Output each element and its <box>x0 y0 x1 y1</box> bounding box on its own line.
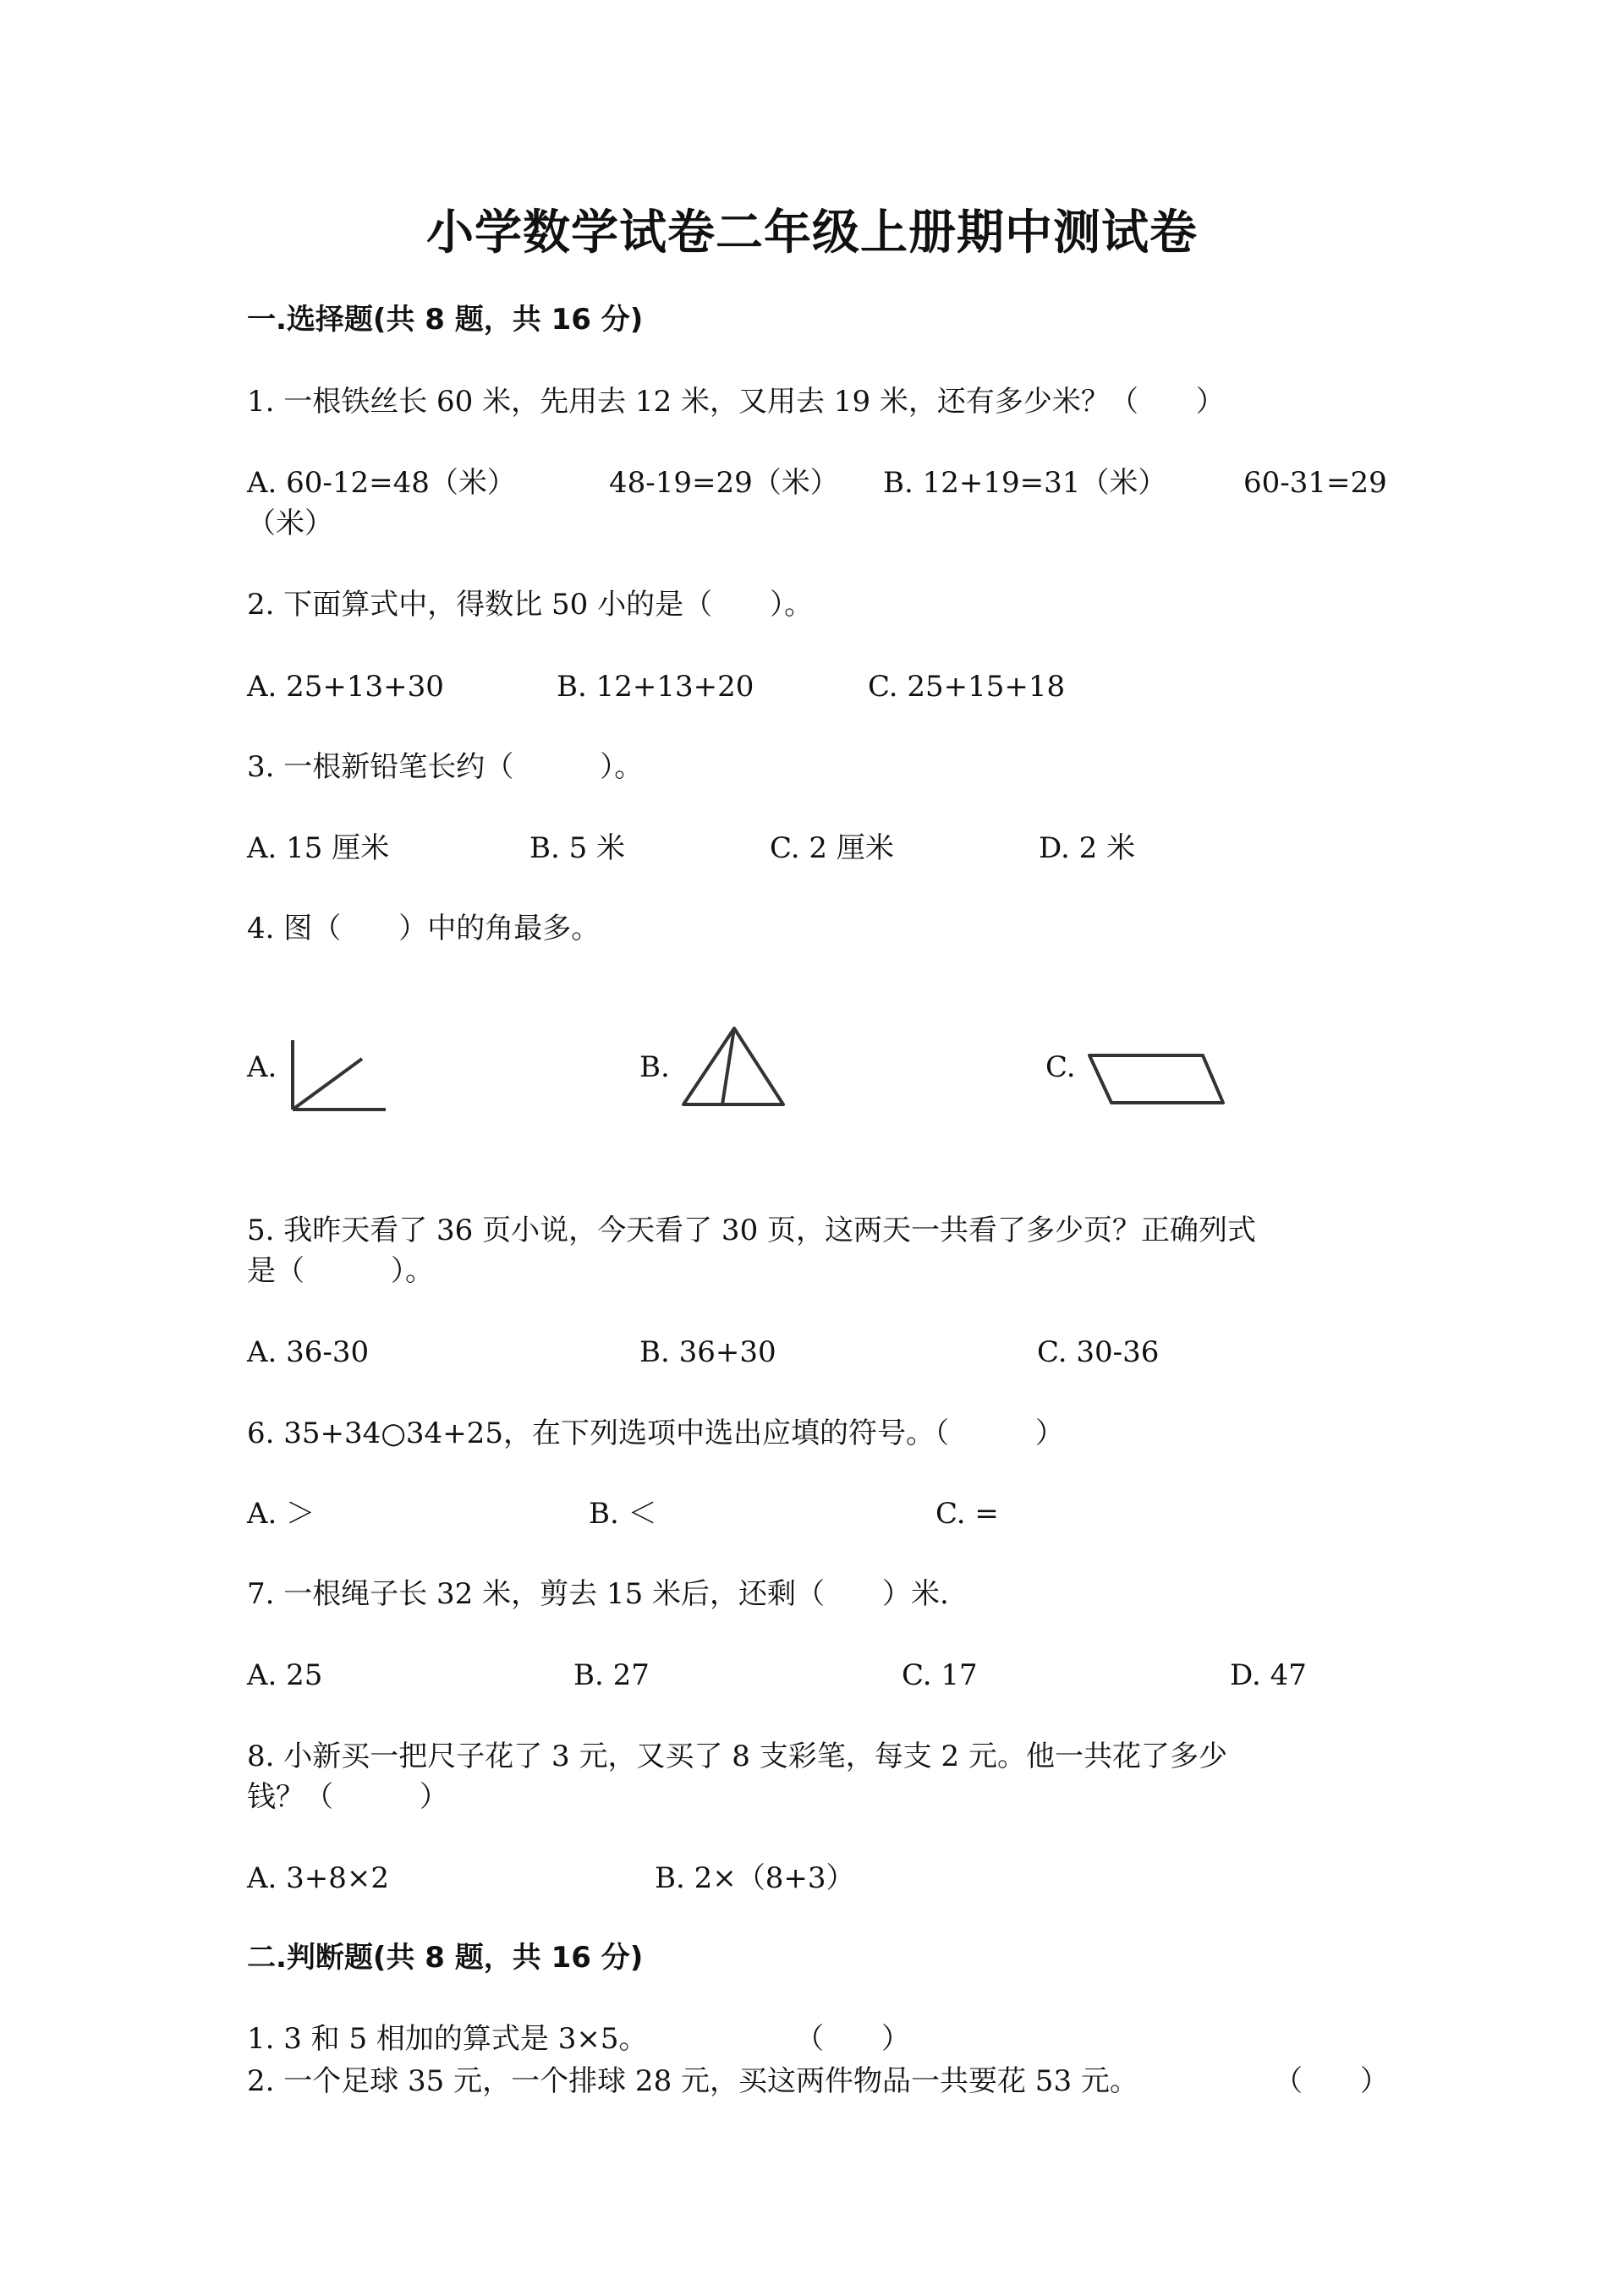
question-7-option-a: A. 25 <box>247 1658 323 1692</box>
question-2-option-a: A. 25+13+30 <box>247 670 444 704</box>
judgement-1-text: 1. 3 和 5 相加的算式是 3×5。 <box>247 2022 648 2056</box>
judgement-2-text: 2. 一个足球 35 元，一个排球 28 元，买这两件物品一共要花 53 元。 <box>247 2064 1138 2098</box>
page-title: 小学数学试卷二年级上册期中测试卷 <box>426 205 1198 260</box>
question-3-option-d: D. 2 米 <box>1039 831 1136 865</box>
question-4-stem: 4. 图（ ）中的角最多。 <box>247 912 601 945</box>
question-8-option-a: A. 3+8×2 <box>247 1861 390 1895</box>
question-6-stem: 6. 35+34○34+25，在下列选项中选出应填的符号。（ ） <box>247 1417 1064 1450</box>
question-5-stem-line-2: 是（ ）。 <box>247 1254 434 1288</box>
question-3-option-c: C. 2 厘米 <box>770 831 894 865</box>
question-5-stem-line-1: 5. 我昨天看了 36 页小说，今天看了 30 页，这两天一共看了多少页？正确列式 <box>247 1214 1257 1247</box>
question-5-option-c: C. 30-36 <box>1037 1335 1160 1369</box>
parallelogram-figure-c <box>1079 1045 1232 1113</box>
judgement-1-answer-blank: （ ） <box>795 2022 910 2056</box>
triangle-figure-b <box>675 1022 793 1113</box>
section-heading-choice: 一.选择题(共 8 题，共 16 分) <box>247 303 644 337</box>
question-5-option-b: B. 36+30 <box>639 1335 776 1369</box>
section-heading-judgement: 二.判断题(共 8 题，共 16 分) <box>247 1941 644 1975</box>
question-1-option-b-unit: （米） <box>247 507 333 540</box>
question-3-option-a: A. 15 厘米 <box>247 831 390 865</box>
question-1-option-b: B. 12+19=31（米） <box>883 466 1167 500</box>
question-7-option-c: C. 17 <box>902 1658 978 1692</box>
angle-figure-a <box>284 1032 394 1116</box>
question-4-option-c: C. <box>1045 1050 1076 1084</box>
question-8-option-b: B. 2×（8+3） <box>655 1861 855 1895</box>
question-5-option-a: A. 36-30 <box>247 1335 370 1369</box>
question-7-option-d: D. 47 <box>1230 1658 1307 1692</box>
question-1-option-a-cont: 48-19=29（米） <box>609 466 839 500</box>
judgement-2-answer-blank: （ ） <box>1274 2064 1389 2098</box>
question-3-option-b: B. 5 米 <box>529 831 626 865</box>
question-6-option-c: C. = <box>935 1497 999 1531</box>
question-4-option-b: B. <box>639 1050 670 1084</box>
question-7-stem: 7. 一根绳子长 32 米，剪去 15 米后，还剩（ ）米. <box>247 1577 949 1611</box>
question-4-option-a: A. <box>247 1050 277 1084</box>
question-1-option-a: A. 60-12=48（米） <box>247 466 516 500</box>
question-2-option-b: B. 12+13+20 <box>557 670 754 704</box>
question-6-option-b: B. ＜ <box>589 1497 657 1531</box>
question-2-option-c: C. 25+15+18 <box>868 670 1066 704</box>
question-3-stem: 3. 一根新铅笔长约（ ）。 <box>247 750 644 784</box>
question-6-option-a: A. ＞ <box>247 1497 315 1531</box>
question-8-stem-line-2: 钱？（ ） <box>247 1780 448 1814</box>
question-2-stem: 2. 下面算式中，得数比 50 小的是（ ）。 <box>247 588 814 622</box>
question-1-option-b-cont: 60-31=29 <box>1243 466 1387 500</box>
question-7-option-b: B. 27 <box>573 1658 650 1692</box>
question-8-stem-line-1: 8. 小新买一把尺子花了 3 元，又买了 8 支彩笔，每支 2 元。他一共花了多少 <box>247 1740 1227 1773</box>
question-1-stem: 1. 一根铁丝长 60 米，先用去 12 米，又用去 19 米，还有多少米？（ ） <box>247 385 1225 419</box>
